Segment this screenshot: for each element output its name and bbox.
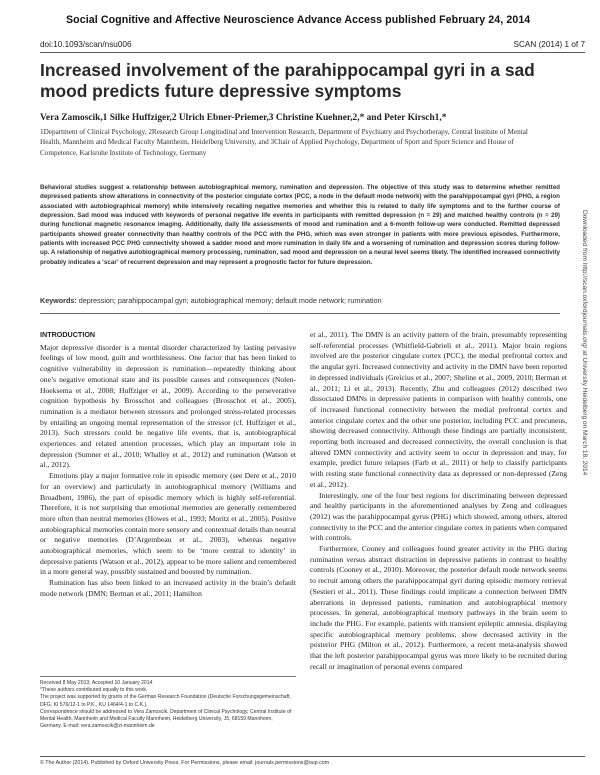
paragraph: Major depressive disorder is a mental disorder characterized by lasting pervasive feelings of low mood, guilt and worthlessness. One factor that has been linked to cognitive vulnerability in depression is rumination—repeatedly thinking about one’s negative emotional state and its possible causes and consequences (Nolen-Hoeksema et al., 2008; Huffziger et al., 2009). According to the perseverative cognition hypothesis by Brosschot and colleagues (Brosschot et al., 2005), rumination is a mediator between stressors and prolonged stress-related processes by entailing an ongoing mental representation of the stressor (cf. Huffziger et al., 2013). Such stressors could be negative life events, that is, autobiographical experiences and related attention processes, which play an important role in depression (Sumner et al., 2010; Whalley et al., 2012) and rumination (Watson et al., 2012). (40, 342, 296, 470)
footnote-line: Germany. E-mail: vera.zamoscik@zi-mannheim.de (40, 723, 155, 730)
keywords-list: depression; parahippocampal gyri; autobiographical memory; default mode network; rumination (78, 296, 382, 305)
paragraph: Emotions play a major formative role in episodic memory (see Dere et al., 2010 for an overview) and particularly in autobiographical memory (Williams and Broadbent, 1986), the part of episodic memory which is highly self-referential. Therefore, it is not surprising that emotional memories are generally remembered more often than neutral memories (Howes et al., 1993; Moritz et al., 2005). Positive autobiographical memories contain more sensory and contextual details than neutral or negative memories (D’Argembeau et al., 2003), whereas negative autobiographical memories, which seem to be ‘more central to identity’ in depressive patients (Watson et al., 2012), appear to be more salient and remembered in a more general way, possibly sustained and boosted by rumination. (40, 471, 296, 577)
paragraph: Interestingly, one of the four best regions for discriminating between depressed and healthy participants in the aforementioned analyses by Zeng and colleagues (2012) was the parahippocampal gyrus (PHG) which showed, among others, altered connectivity to the PCC and the anterior cingulate cortex in patients when compared with controls. (310, 490, 567, 543)
footnote-divider (40, 676, 296, 677)
footnotes (40, 676, 296, 730)
footnote-line: DFG, KI 576/12-1 to P.K., KU 1464/4-1 to C.K.). (40, 701, 148, 708)
paragraph: Rumination has also been linked to an increased activity in the brain’s default mode network (DMN; Berman et al., 2011; Hamilton (40, 578, 296, 598)
article-title: Increased involvement of the parahippocampal gyri in a sad mood predicts future depressive symptoms (40, 60, 535, 101)
section-heading-introduction: INTRODUCTION (40, 330, 96, 339)
footnote-line: Correspondence should be addressed to Vera Zamoscik, Department of Clinical Psychology, Central Institute of (40, 708, 292, 715)
paragraph: Furthermore, Cooney and colleagues found greater activity in the PHG during rumination versus abstract distraction in depressive patients in contrast to healthy controls (Cooney et al., 2010). Moreover, the posterior default mode network seems to recruit among others the parahippocampal gyri during episodic memory retrieval (Sestieri et al., 2011). These findings could implicate a connection between DMN aberrations in depressed patients, rumination and autobiographical memory processes. In general, autobiographical memory pathways in the brain seem to include the PHG. For example, patients with transient epileptic amnesia, displaying specific autobiographical memory problems, show decreased activity in the posterior PHG (Milton et al., 2012). Furthermore, a recent meta-analysis showed that the left posterior parahippocampal gyrus was more likely to be recruited during recall or imagination of personal events compared (310, 544, 567, 671)
copyright-footer: © The Author (2014). Published by Oxford University Press. For Permissions, please email: journals.permissions@oup.com (40, 756, 585, 766)
doi-bar (40, 40, 585, 53)
left-column (40, 330, 296, 600)
keywords-label: Keywords: (40, 296, 77, 305)
download-note-text: Downloaded from http://scan.oxfordjournals.org/ at University Heidelberg on March 18, 2014 (581, 210, 588, 476)
keywords-divider (40, 313, 560, 314)
abstract: Behavioral studies suggest a relationship between autobiographical memory, rumination and depression. The objective of this study was to determine whether remitted depressed patients show alterations in connectivity of the posterior cingulate cortex (PCC, a node in the default mode network) with the parahippocampal gyri (PHG, a region associated with autobiographical memory) while intensively recalling negative memories and whether this is related to daily life symptoms and to the further course of depression. Sad mood was induced with keywords of personal negative life events in participants with remitted depression (n = 29) and matched healthy controls (n = 29) during functional magnetic resonance imaging. Additionally, daily life assessments of mood and rumination and a 6-month follow-up were conducted. Remitted depressed participants showed greater connectivity than healthy controls of the PCC with the PHG, which was even stronger in patients with more previous episodes. Furthermore, patients with increased PCC PHG connectivity showed a sadder mood and more rumination in daily life and a worsening of rumination and depression scores during follow-up. A relationship of negative autobiographical memory processing, rumination, sad mood and depression on a neural level seems likely. The identified increased connectivity probably indicates a ‘scar’ of recurrent depression and may represent a prognostic factor for future depression. (40, 184, 560, 266)
paragraph: et al., 2011). The DMN is an activity pattern of the brain, presumably representing self-referential processes (Whitfield-Gabrieli et al., 2011). Major brain regions involved are the posterior cingulate cortex (PCC), the medial prefrontal cortex and the angular gyri. Increased connectivity and activity in the DMN have been reported in depressed individuals (Greicius et al., 2007; Sheline et al., 2009, 2010; Berman et al., 2011; Li et al., 2013). Recently, Zhu and colleagues (2012) described two dissociated DMNs in depressive patients in comparison with healthy controls, one of increased functional connectivity between the medial prefrontal cortex and anterior cingulate cortex and the other one posterior, including PCC and precuneus, showing decreased connectivity. Although these findings are partially inconsistent, reporting both increased and decreased connectivity, the overall conclusion is that altered DMN connectivity and activity seem to occur in depression and may, for example, predict future relapses (Farb et al., 2011) or help to classify participants with resting state functional connectivity data as depressed or non-depressed (Zeng et al., 2012). (310, 330, 567, 489)
affiliations: 1Department of Clinical Psychology, 2Research Group Longitudinal and Intervention Research, Department of Psychiatry and Psychotherapy, Central Institute of Mental Health, Mannheim and Medical Faculty Mannheim, Heidelberg University, and 3Chair of Applied Psychology, Department of Sport and Sport Science and House of Competence, Karlsruhe Institute of Technology, Germany (40, 128, 528, 157)
footnote-line: Mental Health, Mannheim and Medical Faculty Mannheim, Heidelberg University, J5, 68159 Mannheim, (40, 716, 273, 723)
footnote-line: Received 8 May 2013; Accepted 10 January 2014 (40, 680, 153, 686)
author-list: Vera Zamoscik,1 Silke Huffziger,2 Ulrich Ebner-Priemer,3 Christine Kuehner,2,* and Peter Kirsch1,* (40, 113, 447, 123)
right-column (310, 330, 567, 673)
keywords (40, 296, 560, 305)
citation: SCAN (2014) 1 of 7 (513, 40, 585, 49)
journal-header: Social Cognitive and Affective Neuroscience Advance Access published February 24, 2014 (66, 14, 531, 26)
doi[interactable]: doi:10.1093/scan/nsu006 (40, 40, 132, 49)
download-margin-note (578, 210, 590, 730)
footnote-line: The project was supported by grants of the German Research Foundation (Deutsche Forschungsgemeinschaft, (40, 694, 291, 701)
footnote-line: *These authors contributed equally to this work. (40, 687, 148, 694)
